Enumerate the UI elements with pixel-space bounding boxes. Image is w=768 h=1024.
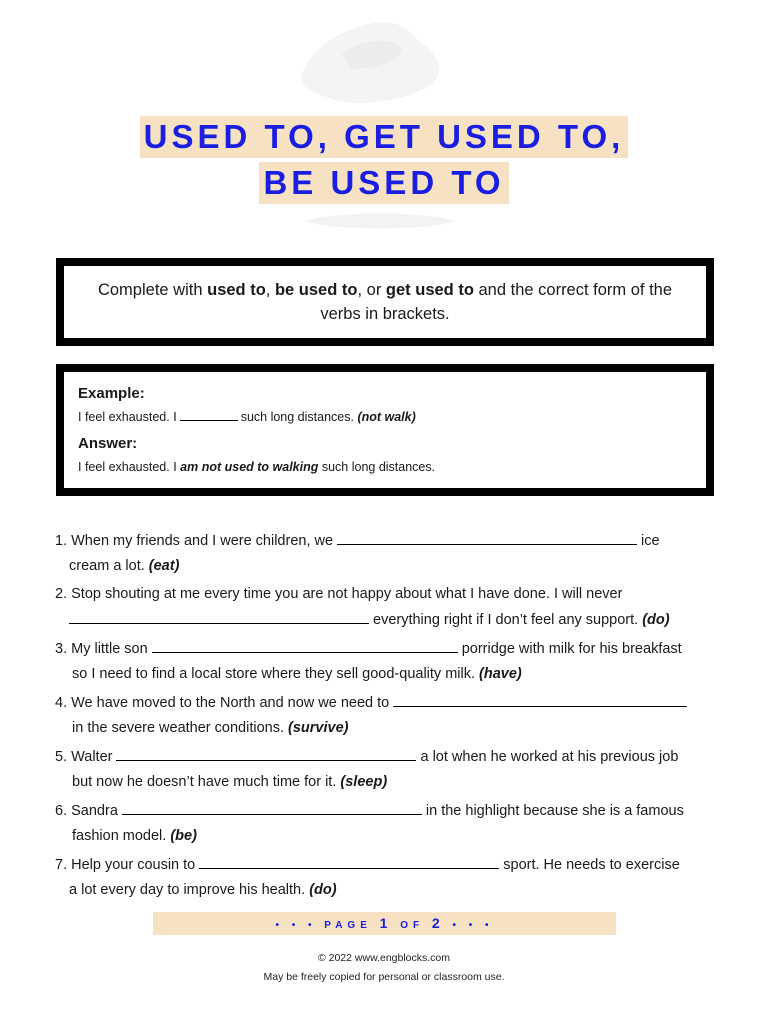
page-word: PAGE (324, 920, 372, 931)
item-text: Sandra (71, 803, 118, 819)
page-total: 2 (431, 915, 445, 931)
title-line-1: USED TO, GET USED TO, (140, 116, 629, 158)
answer-blank[interactable] (69, 607, 369, 624)
verb-hint: (have) (479, 665, 522, 682)
item-text: so I need to find a local store where they sell good-quality milk. (72, 665, 475, 682)
verb-hint: (be) (170, 827, 197, 844)
item-text: everything right if I don’t feel any support. (373, 611, 639, 628)
item-text: sport. He needs to exercise (503, 857, 680, 873)
item-number: 4. (55, 695, 68, 711)
item-text: Walter (71, 749, 113, 765)
answer-bold: am not used to walking (180, 460, 319, 474)
item-text: but now he doesn’t have much time for it. (72, 773, 337, 790)
exercise-list (55, 528, 715, 906)
faded-mark-watermark (300, 206, 460, 236)
example-label: Example: (78, 385, 145, 402)
answer-start: I feel exhausted. I (78, 460, 181, 474)
answer-blank[interactable] (393, 690, 687, 707)
instructions-keyword: used to (207, 281, 266, 299)
answer-blank[interactable] (199, 852, 499, 869)
instructions-part: , or (357, 281, 386, 299)
answer-sentence (78, 458, 692, 476)
item-number: 6. (55, 803, 68, 819)
instructions-box (56, 258, 714, 346)
answer-blank[interactable] (337, 528, 637, 545)
example-box (56, 364, 714, 496)
copyright-text: © 2022 www.engblocks.com (317, 952, 451, 964)
page-indicator (153, 912, 616, 935)
example-sentence-start: I feel exhausted. I (78, 410, 177, 424)
instructions-keyword: be used to (274, 281, 358, 299)
example-blank (180, 408, 238, 421)
page-number: 1 (379, 915, 393, 931)
item-number: 7. (55, 857, 68, 873)
example-sentence (78, 408, 692, 426)
answer-blank[interactable] (122, 798, 422, 815)
verb-hint: (do) (642, 611, 670, 628)
item-text: in the severe weather conditions. (72, 719, 284, 736)
item-text: Help your cousin to (71, 857, 196, 873)
item-text: porridge with milk for his breakfast (461, 641, 682, 657)
item-number: 3. (55, 641, 68, 657)
item-text: We have moved to the North and now we need to (71, 695, 390, 711)
answer-blank[interactable] (152, 636, 458, 653)
item-number: 1. (55, 533, 68, 549)
dots-right: • • • (452, 920, 494, 931)
exercise-item-7 (55, 852, 715, 902)
item-text: cream a lot. (69, 557, 145, 574)
answer-end: such long distances. (318, 460, 436, 474)
item-number: 2. (55, 586, 68, 602)
verb-hint: (eat) (148, 557, 180, 574)
item-text: fashion model. (72, 827, 167, 844)
example-sentence-end: such long distances. (240, 410, 354, 424)
exercise-item-1 (55, 528, 715, 578)
example-hint: (not walk) (357, 410, 416, 424)
instructions-text (78, 278, 692, 326)
exercise-item-3 (55, 636, 715, 686)
license-text: May be freely copied for personal or classroom use. (263, 971, 505, 983)
verb-hint: (do) (309, 881, 337, 898)
exercise-item-5 (55, 744, 715, 794)
item-text: in the highlight because she is a famous (425, 803, 684, 819)
answer-blank[interactable] (116, 744, 416, 761)
exercise-item-6 (55, 798, 715, 848)
item-text: a lot when he worked at his previous job (420, 749, 679, 765)
exercise-item-4 (55, 690, 715, 740)
item-text: Stop shouting at me every time you are not happy about what I have done. I will never (71, 586, 623, 602)
faded-logo-watermark (272, 14, 472, 114)
item-text: a lot every day to improve his health. (69, 881, 306, 898)
verb-hint: (sleep) (340, 773, 388, 790)
title-line-2: BE USED TO (259, 162, 508, 204)
exercise-item-2 (55, 582, 715, 632)
item-number: 5. (55, 749, 68, 765)
instructions-part: and the correct form of the verbs in brackets. (320, 281, 673, 323)
item-text: When my friends and I were children, we (71, 533, 334, 549)
instructions-keyword: get used to (385, 281, 474, 299)
instructions-part: , (265, 281, 275, 299)
verb-hint: (survive) (288, 719, 349, 736)
answer-label: Answer: (78, 435, 138, 452)
of-word: OF (400, 920, 425, 931)
worksheet-title (0, 116, 768, 204)
item-text: My little son (71, 641, 148, 657)
dots-left: • • • (275, 920, 317, 931)
instructions-part: Complete with (97, 281, 208, 299)
item-text: ice (641, 533, 660, 549)
